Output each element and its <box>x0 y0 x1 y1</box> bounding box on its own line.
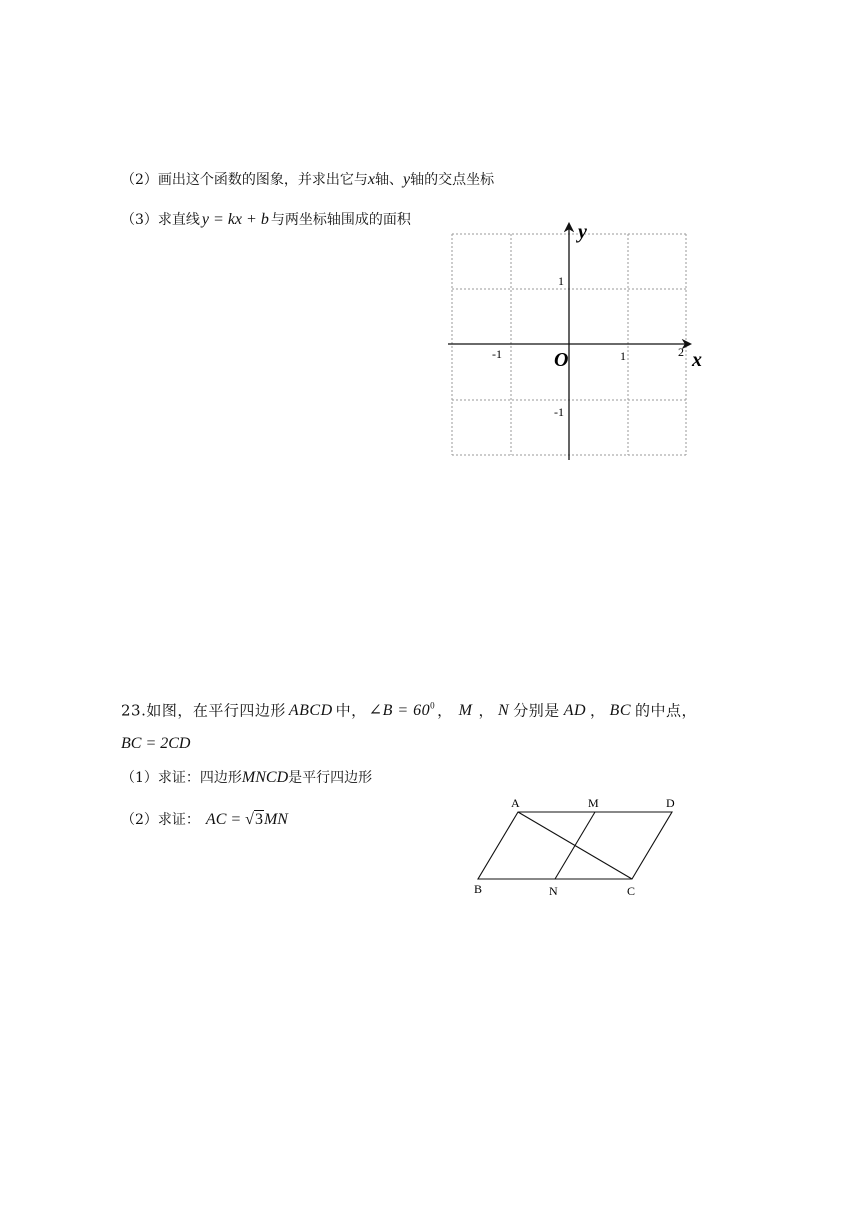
q23-sep1: ， <box>437 701 453 720</box>
q22-part2-y: y <box>403 171 411 188</box>
q23-ac-eq: AC = <box>205 811 246 828</box>
q23-part1-post: 是平行四边形 <box>288 770 373 786</box>
vertex-a-label: A <box>511 796 520 810</box>
q23-sep2: ， <box>478 701 495 720</box>
tick-x-2: 2 <box>678 345 684 359</box>
q22-part3-post: 与两坐标轴围成的面积 <box>270 212 411 228</box>
vertex-d-label: D <box>666 796 675 810</box>
parallelogram-figure <box>470 792 690 902</box>
vertex-m-label: M <box>588 796 599 810</box>
coordinate-grid-figure <box>440 218 720 468</box>
x-axis-label: x <box>692 349 702 371</box>
q23-bc: BC <box>609 702 631 720</box>
tick-x-1: 1 <box>620 349 626 363</box>
q22-part2-x: x <box>367 171 376 188</box>
q23-angle-sup: 0 <box>430 701 436 711</box>
q22-part2-post: 轴的交点坐标 <box>410 172 495 188</box>
q23-intro-mid2: 分别是 <box>513 701 560 720</box>
q23-angle-text: ∠B = 60 <box>368 702 431 720</box>
vertex-b-label: B <box>474 882 483 896</box>
tick-y-neg1: -1 <box>554 405 564 419</box>
q23-part2 <box>121 810 288 830</box>
q23-number: 23. <box>121 701 147 720</box>
vertex-c-label: C <box>627 884 636 898</box>
q23-angle <box>367 702 437 719</box>
q23-line2 <box>121 734 190 754</box>
q22-part3 <box>121 210 411 230</box>
origin-label: O <box>554 349 569 371</box>
q22-part3-text: （3）求直线 <box>121 212 200 228</box>
q23-part1-text: （1）求证：四边形 <box>121 770 242 786</box>
q23-intro-post: 的中点， <box>635 701 698 720</box>
segment-ac <box>518 812 632 879</box>
tick-x-neg1: -1 <box>492 347 502 361</box>
q22-part2-text: （2）画出这个函数的图象，并求出它与 <box>121 172 368 188</box>
q23-m: M <box>458 702 473 720</box>
q23-ad: AD <box>563 702 587 720</box>
q23-n: N <box>498 702 510 720</box>
q23-mn: MN <box>263 811 288 828</box>
q23-part2-text: （2）求证： <box>121 812 200 828</box>
q23-intro-text: 如图，在平行四边形 <box>146 701 286 720</box>
q23-intro <box>121 696 697 721</box>
q23-intro-mid1: 中， <box>335 701 367 720</box>
q23-bc-eq: BC = 2CD <box>121 735 191 752</box>
tick-y-1: 1 <box>558 274 564 288</box>
q22-part3-equation: y = kx + b <box>201 211 269 228</box>
q23-sqrt-arg: 3 <box>254 811 263 828</box>
q22-part2-mid: 轴、 <box>375 172 404 188</box>
q23-part1 <box>121 768 372 788</box>
q22-part2 <box>121 170 494 190</box>
q23-abcd: ABCD <box>288 702 333 720</box>
q23-sep3: ， <box>590 701 606 720</box>
q23-sqrt: √3 <box>245 811 263 828</box>
vertex-n-label: N <box>549 884 558 898</box>
y-axis-label: y <box>578 221 587 243</box>
q23-mncd: MNCD <box>241 769 289 786</box>
